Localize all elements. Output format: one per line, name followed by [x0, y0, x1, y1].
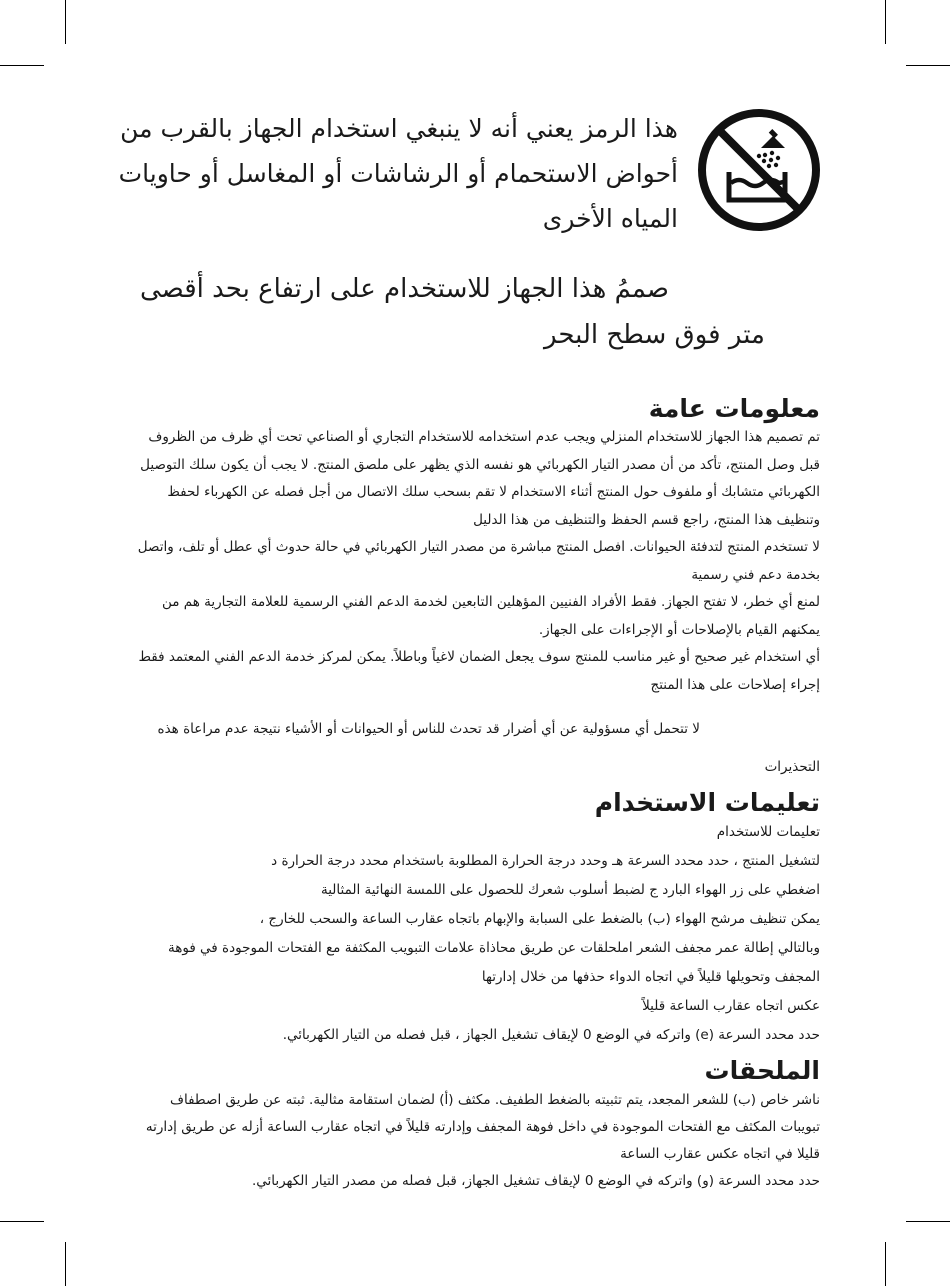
crop-mark: [885, 1242, 886, 1286]
paragraph-line: يمكن تنظيف مرشح الهواء (ب) بالضغط على السبابة والإبهام باتجاه عقارب الساعة والسحب للخارج ،: [259, 911, 820, 927]
paragraph-line: الكهربائي متشابك أو ملفوف حول المنتج أثناء الاستخدام لا تقم بسحب سلك الاتصال من أجل فصله عن الكهرباء لحفظ: [167, 484, 820, 500]
crop-mark: [0, 65, 44, 66]
warning-line: هذا الرمز يعني أنه لا ينبغي استخدام الجهاز بالقرب من: [120, 114, 678, 143]
paragraph-line: قبل وصل المنتج، تأكد من أن مصدر التيار الكهربائي هو نفسه الذي يظهر على ملصق المنتج. لا يجب أن يكون سلك التوصيل: [140, 456, 820, 473]
paragraph-line: عكس اتجاه عقارب الساعة قليلاً: [642, 998, 820, 1014]
paragraph-line: حدد محدد السرعة (و) واتركه في الوضع 0 لإيقاف تشغيل الجهاز، قبل فصله من مصدر التيار الكهربائي.: [251, 1173, 820, 1189]
paragraph-line: وبالتالي إطالة عمر مجفف الشعر املحلقات عن طريق محاذاة علامات التبويب المكثفة مع الفتحات الموجودة في فوهة: [167, 940, 820, 956]
crop-mark: [65, 0, 66, 44]
paragraph-line: المجفف وتحويلها قليلاً في اتجاه الدواء حذفها من خلال إدارتها: [481, 969, 820, 985]
usage-text: [134, 818, 820, 1050]
paragraph-line: لا تستخدم المنتج لتدفئة الحيوانات. افصل المنتج مباشرة من مصدر التيار الكهربائي في حالة حدوث أي عطل أو تلف، واتصل: [137, 539, 820, 555]
warning-line: المياه الأخرى: [542, 204, 678, 233]
paragraph-line: قليلا في اتجاه عكس عقارب الساعة: [620, 1146, 820, 1162]
warning-text: [118, 106, 678, 241]
general-info-title: معلومات عامة: [648, 394, 820, 423]
paragraph-line: يمكنهم القيام بالإصلاحات أو الإجراءات على الجهاز.: [538, 621, 820, 638]
no-water-near-bath-icon: [697, 108, 821, 232]
paragraph-line: وتنظيف هذا المنتج، راجع قسم الحفظ والتنظيف من هذا الدليل: [473, 511, 820, 528]
general-info-text: [134, 424, 820, 699]
mirrored-notice-line: رحبلا حطس قوف رتم: [544, 320, 765, 350]
paragraph-line: لتشغيل المنتج ، حدد محدد السرعة هـ وحدد درجة الحرارة المطلوبة باستخدام محدد درجة الحرارة د: [271, 853, 820, 869]
paragraph-line: تعليمات للاستخدام: [716, 824, 820, 840]
paragraph-line: بخدمة دعم فني رسمية: [691, 566, 820, 583]
crop-mark: [885, 0, 886, 44]
paragraph-line: اضغطي على زر الهواء البارد ج لضبط أسلوب شعرك للحصول على اللمسة النهائية المثالية: [320, 882, 820, 898]
crop-mark: [906, 1221, 950, 1222]
disclaimer-line: لا تتحمل أي مسؤولية عن أي أضرار قد تحدث للناس أو الحيوانات أو الأشياء نتيجة عدم مراعاة هذه: [157, 721, 700, 737]
paragraph-line: تم تصميم هذا الجهاز للاستخدام المنزلي ويجب عدم استخدامه للاستخدام التجاري أو الصناعي تحت أي ظرف من الظروف: [148, 429, 820, 445]
crop-mark: [906, 65, 950, 66]
accessories-text: [134, 1087, 820, 1195]
paragraph-line: لمنع أي خطر، لا تفتح الجهاز. فقط الأفراد الفنيين المؤهلين التابعين لخدمة الدعم الفني الرسمية للعلامة التجارية هم من: [161, 594, 820, 610]
crop-mark: [0, 1221, 44, 1222]
warning-line: أحواض الاستحمام أو الرشاشات أو المغاسل أو حاويات: [118, 159, 678, 188]
mirrored-notice-line: ىصقأ دحب عافترا ىلع مادختسالل زاهجلا اذه مُمص: [140, 274, 669, 304]
paragraph-line: إجراء إصلاحات على هذا المنتج: [650, 676, 820, 693]
crop-mark: [65, 1242, 66, 1286]
disclaimer-text: [134, 714, 820, 790]
paragraph-line: تبويبات المكثف مع الفتحات الموجودة في داخل فوهة المجفف وإدارته قليلاً في اتجاه عقارب الساعة أزله عن طريق إدارته: [145, 1119, 820, 1135]
paragraph-line: حدد محدد السرعة (e) واتركه في الوضع 0 لإيقاف تشغيل الجهاز ، قبل فصله من التيار الكهربائي.: [282, 1027, 820, 1043]
accessories-title: الملحقات: [704, 1056, 820, 1085]
paragraph-line: ناشر خاص (ب) للشعر المجعد، يتم تثبيته بالضغط الطفيف. مكثف (أ) لضمان استقامة مثالية. ثبته عن طريق اصطفاف: [169, 1092, 820, 1108]
paragraph-line: أي استخدام غير صحيح أو غير مناسب للمنتج سوف يجعل الضمان لاغياً وباطلاً. يمكن لمركز خدمة الدعم الفني المعتمد فقط: [138, 649, 820, 665]
mirrored-notice: [140, 266, 830, 358]
usage-title: تعليمات الاستخدام: [594, 788, 820, 817]
disclaimer-line: التحذيرات: [764, 759, 820, 775]
